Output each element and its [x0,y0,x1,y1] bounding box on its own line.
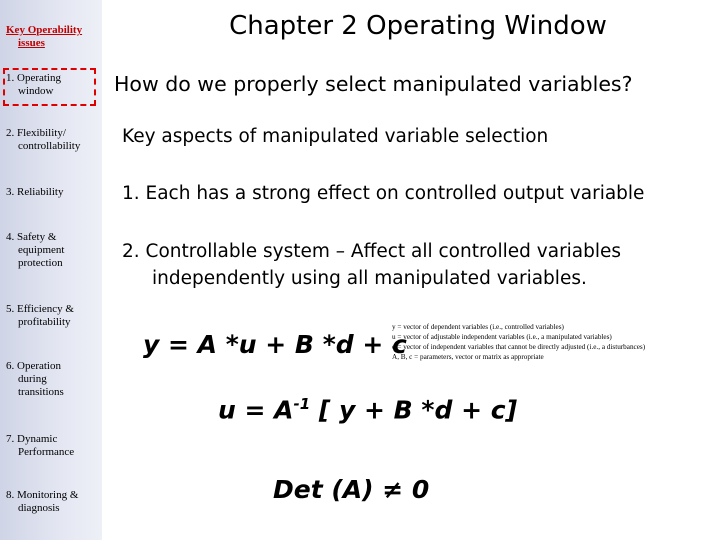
sidebar-item-reliability[interactable] [6,186,98,199]
sidebar-item-label: controllability [18,140,81,152]
sidebar-item-operation-transitions[interactable] [6,360,98,399]
sidebar-item-efficiency[interactable] [6,303,98,329]
sidebar-title [6,24,100,50]
legend-line: u = vector of adjustable independent variables (i.e., a manipulated variables) [392,333,612,341]
equation-determinant: Det (A) ≠ 0 [273,475,430,504]
equation-inverse-exponent: -1 [293,395,311,413]
sidebar-item-label: Performance [18,446,75,458]
point-1: 1. Each has a strong effect on controlled output variable [122,183,645,204]
sidebar-item-label: 2. Flexibility/ [6,127,66,139]
sidebar-item-label: 3. Reliability [6,186,64,198]
sidebar-item-flexibility[interactable] [6,127,98,153]
sidebar-item-safety[interactable] [6,231,98,270]
variable-legend [392,322,717,362]
sidebar-item-label: during [18,373,47,385]
legend-line: A, B, c = parameters, vector or matrix as appropriate [392,353,544,361]
equation-inverse [218,395,517,424]
sidebar-item-label: 4. Safety & [6,231,57,243]
sidebar [0,0,102,540]
legend-line: d = vector of independent variables that cannot be directly adjusted (i.e., a disturbances) [392,343,646,351]
sidebar-item-label: 8. Monitoring & [6,489,79,501]
equation-linear-model: y = A *u + B *d + c [143,330,407,359]
sidebar-item-label: equipment [18,244,65,256]
point-2-line-1: 2. Controllable system – Affect all controlled variables [122,241,622,262]
sidebar-item-operating-window[interactable] [6,72,98,98]
sidebar-item-label: protection [18,257,63,269]
sidebar-item-label: 7. Dynamic [6,433,58,445]
sidebar-item-label: 1. Operating [6,72,61,84]
sidebar-item-label: window [18,85,54,97]
legend-line: y = vector of dependent variables (i.e., controlled variables) [392,323,564,331]
page-title: Chapter 2 Operating Window [229,11,607,41]
sidebar-item-dynamic-performance[interactable] [6,433,98,459]
sidebar-title-line1: Key Operability [6,24,83,36]
sidebar-item-monitoring[interactable] [6,489,98,515]
sidebar-item-label: 6. Operation [6,360,61,372]
point-2-line-2: independently using all manipulated variables. [152,268,587,289]
sidebar-item-label: profitability [18,316,71,328]
equation-inverse-suffix: [ y + B *d + c] [310,395,517,425]
sidebar-title-line2: issues [18,37,45,49]
sidebar-item-label: transitions [18,386,64,398]
sidebar-item-label: diagnosis [18,502,60,514]
sidebar-item-label: 5. Efficiency & [6,303,74,315]
subheading: Key aspects of manipulated variable selection [122,126,549,147]
main-question: How do we properly select manipulated variables? [114,72,633,96]
equation-inverse-prefix: u = A [218,395,294,425]
